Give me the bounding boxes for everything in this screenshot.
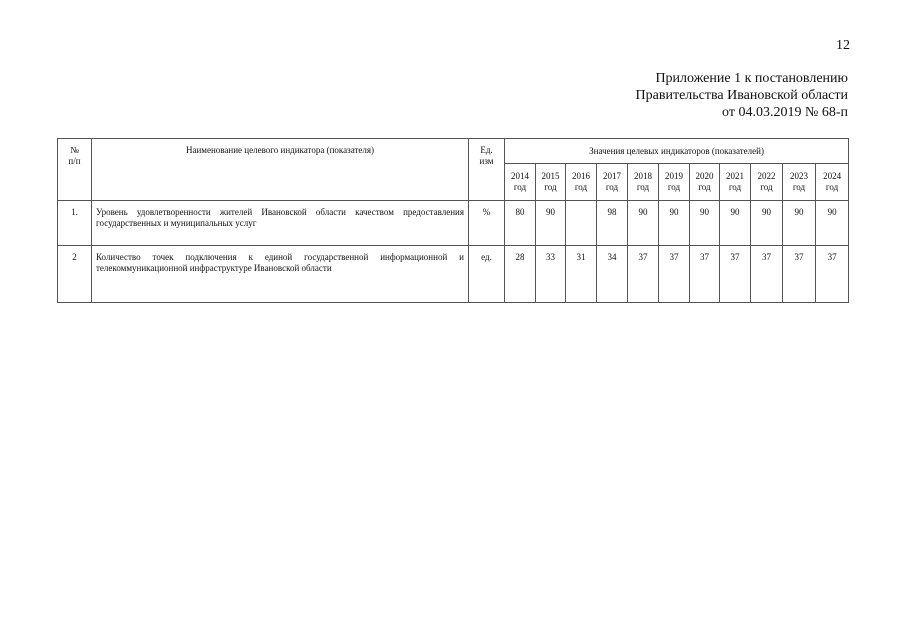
row-value-2018: 37 [628,246,659,303]
row-value-2018: 90 [628,201,659,246]
row-value-2020: 37 [690,246,720,303]
header-year-suffix: год [513,182,527,192]
row-value-2022: 37 [751,246,783,303]
header-year-suffix: год [792,182,806,192]
indicators-table [57,138,849,303]
row-indicator-name: Количество точек подключения к единой государственной информационной и телекоммуникационной инфраструктуре Ивановской области [92,246,469,303]
row-value-2021: 37 [720,246,751,303]
row-value-2019: 37 [659,246,690,303]
row-value-2021: 90 [720,201,751,246]
row-unit: ед. [469,246,505,303]
header-year-2023 [783,164,816,201]
header-year-2014 [505,164,536,201]
header-year-suffix: год [636,182,650,192]
header-values-group: Значения целевых индикаторов (показателей) [505,139,849,164]
header-number [58,139,92,201]
row-value-2016 [566,201,597,246]
header-year-value: 2024 [823,171,842,181]
row-indicator-name: Уровень удовлетворенности жителей Ивановской области качеством предоставления государственных и муниципальных услуг [92,201,469,246]
table-row [58,246,849,303]
row-value-2017: 34 [597,246,628,303]
header-year-suffix: год [728,182,742,192]
row-value-2015: 33 [536,246,566,303]
row-value-2024: 90 [816,201,849,246]
header-year-value: 2017 [603,171,621,181]
header-unit [469,139,505,201]
header-year-value: 2019 [665,171,683,181]
header-year-2017 [597,164,628,201]
page-number: 12 [836,38,850,53]
header-year-value: 2020 [695,171,714,181]
header-number-line-2: п/п [68,156,81,166]
row-value-2023: 90 [783,201,816,246]
row-value-2014: 80 [505,201,536,246]
header-year-suffix: год [825,182,839,192]
header-year-suffix: год [760,182,773,192]
header-number-line-1: № [70,145,79,155]
row-value-2023: 37 [783,246,816,303]
row-value-2017: 98 [597,201,628,246]
header-year-suffix: год [544,182,557,192]
header-unit-line-2: изм [479,156,494,166]
appendix-caption [560,70,848,121]
row-value-2024: 37 [816,246,849,303]
row-value-2022: 90 [751,201,783,246]
header-unit-line-1: Ед. [480,145,493,155]
header-year-value: 2023 [790,171,808,181]
row-number: 1. [58,201,92,246]
row-value-2015: 90 [536,201,566,246]
header-year-2021 [720,164,751,201]
row-value-2016: 31 [566,246,597,303]
header-year-suffix: год [605,182,619,192]
header-year-2018 [628,164,659,201]
table-header-row-1 [58,139,849,164]
appendix-line-3: от 04.03.2019 № 68-п [722,105,848,120]
table-row [58,201,849,246]
header-year-suffix: год [574,182,588,192]
header-year-value: 2015 [541,171,560,181]
row-value-2019: 90 [659,201,690,246]
header-year-value: 2022 [757,171,776,181]
header-year-2024 [816,164,849,201]
header-year-2022 [751,164,783,201]
header-year-value: 2014 [511,171,529,181]
header-year-2015 [536,164,566,201]
appendix-line-2: Правительства Ивановской области [635,88,848,103]
header-year-suffix: год [698,182,711,192]
header-year-2020 [690,164,720,201]
header-year-value: 2021 [726,171,744,181]
header-year-2016 [566,164,597,201]
row-value-2014: 28 [505,246,536,303]
row-unit: % [469,201,505,246]
row-number: 2 [58,246,92,303]
appendix-line-1: Приложение 1 к постановлению [655,71,848,86]
header-indicator-name: Наименование целевого индикатора (показателя) [92,139,469,201]
header-year-2019 [659,164,690,201]
row-value-2020: 90 [690,201,720,246]
header-year-value: 2016 [572,171,590,181]
header-year-suffix: год [667,182,681,192]
header-year-value: 2018 [634,171,652,181]
